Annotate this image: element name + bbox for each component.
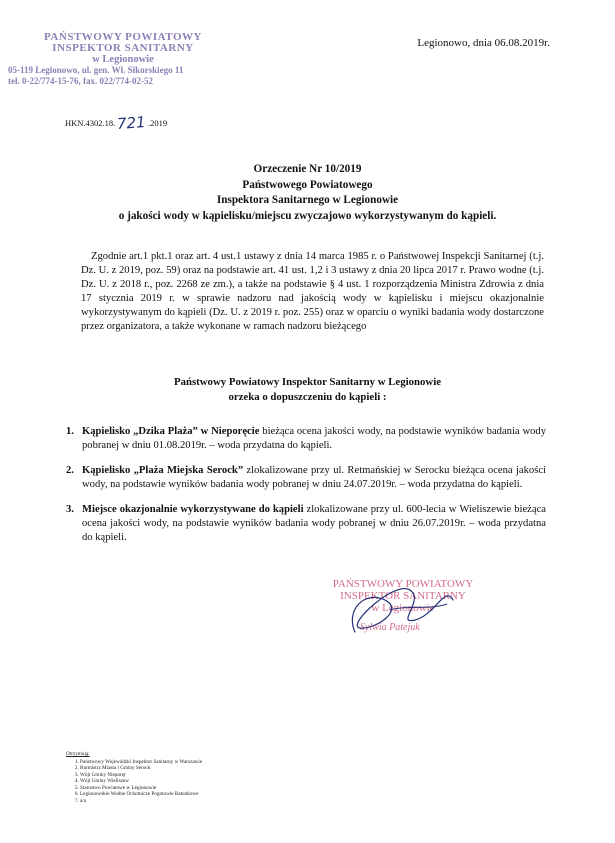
header-stamp bbox=[8, 31, 228, 87]
signatory-name: Sylwia Patejuk bbox=[360, 622, 420, 633]
reference-handwritten: 721 bbox=[116, 113, 147, 133]
item-text: zlokalizowane przy ul. Retmańskiej w Serocku bieżąca ocena jakości wody, na podstawie wyników badania wody pobranej w dniu 24.07.2019r. – woda przydatna do kąpieli. bbox=[82, 464, 546, 491]
signature-stamp-line: INSPEKTOR SANITARNY bbox=[340, 590, 466, 602]
stamp-line: w Legionowie bbox=[92, 54, 154, 65]
handwritten-signature bbox=[335, 570, 465, 650]
title-line: Państwowego Powiatowego bbox=[242, 178, 373, 191]
item-number: 3. bbox=[66, 503, 74, 515]
decision-heading bbox=[0, 375, 615, 405]
reference-suffix: .2019 bbox=[147, 118, 168, 128]
item-text: zlokalizowane przy ul. 600-lecia w Wieliszewie bieżąca ocena jakości wody, na podstawie wyników badania wody pobranej w dniu 26.07.2019r. – woda przydatna do kąpieli. bbox=[82, 503, 546, 544]
stamp-phone: tel. 0-22/774-15-76, fax. 022/774-02-52 bbox=[8, 76, 153, 86]
bathing-site-list bbox=[66, 425, 546, 556]
list-item bbox=[66, 464, 546, 492]
recipient-item: 7. a/a bbox=[80, 798, 202, 805]
list-item bbox=[66, 503, 546, 546]
title-line: o jakości wody w kąpielisku/miejscu zwyczajowo wykorzystywanym do kąpieli. bbox=[118, 209, 497, 222]
item-name: Kąpielisko „Dzika Plaża” w Nieporęcie bbox=[82, 426, 260, 437]
recipient-item: 5. Starostwo Powiatowe w Legionowie bbox=[80, 785, 202, 792]
list-item bbox=[66, 425, 546, 453]
stamp-address: 05-119 Legionowo, ul. gen. Wł. Sikorskiego 11 bbox=[8, 65, 184, 75]
stamp-line: PAŃSTWOWY POWIATOWY bbox=[44, 31, 202, 43]
item-name: Miejsce okazjonalnie wykorzystywane do kąpieli bbox=[82, 503, 304, 515]
title-line: Inspektora Sanitarnego w Legionowie bbox=[216, 194, 399, 207]
place-date: Legionowo, dnia 06.08.2019r. bbox=[417, 37, 550, 49]
signature-stamp-line: w Legionowie bbox=[371, 602, 435, 614]
item-text: bieżąca ocena jakości wody, na podstawie wyników badania wody pobranej w dniu 01.08.2019r. – woda przydatna do kąpieli. bbox=[82, 426, 546, 452]
body-paragraph bbox=[81, 250, 544, 334]
stamp-line: INSPEKTOR SANITARNY bbox=[52, 42, 194, 54]
recipient-item: 1. Państwowy Wojewódzki Inspektor Sanitarny w Warszawie bbox=[80, 759, 202, 766]
body-text: Zgodnie art.1 pkt.1 oraz art. 4 ust.1 ustawy z dnia 14 marca 1985 r. o Państwowej Inspekcji Sanitarnej (t.j. Dz. U. z 2019, poz. 59) oraz na podstawie art. 41 ust. 1,2 i 3 ustawy z dnia 20 lipca 2017 r. Prawo wodne (t.j. Dz. U. z 2018 r., poz. 2268 ze zm.), a także na podstawie § 4 ust. 1 rozporządzenia Ministra Zdrowia z dnia 17 stycznia 2019 r. w sprawie nadzoru nad jakością wody w kąpielisku i miejscu okazjonalnie wykorzystywanym do kąpieli (Dz. U. z 2019 r. poz. 255) oraz w oparciu o wyniki badania wody dostarczone przez organizatora, a także wykonane w ramach nadzoru bieżącego bbox=[81, 251, 544, 332]
recipients-title: Otrzymują: bbox=[66, 751, 90, 757]
recipient-item: 4. Wójt Gminy Wieliszew bbox=[80, 778, 202, 785]
recipient-item: 2. Burmistrz Miasta i Gminy Serock bbox=[80, 765, 202, 772]
item-name: Kąpielisko „Plaża Miejska Serock” bbox=[82, 464, 244, 476]
recipient-item: 3. Wójt Gminy Nieporęt bbox=[80, 772, 202, 779]
recipient-item: 6. Legionowskie Wodne Ochotnicze Pogotowie Ratunkowe bbox=[80, 791, 202, 798]
subhead-line: Państwowy Powiatowy Inspektor Sanitarny w Legionowie bbox=[173, 376, 442, 388]
document-title bbox=[0, 162, 615, 224]
subhead-line: orzeka o dopuszczeniu do kąpieli : bbox=[228, 391, 387, 403]
reference-prefix: HKN.4302.18. bbox=[65, 118, 116, 128]
recipients-list bbox=[66, 751, 202, 804]
item-number: 1. bbox=[66, 426, 74, 437]
signature-stamp-line: PAŃSTWOWY POWIATOWY bbox=[332, 578, 474, 590]
item-number: 2. bbox=[66, 464, 74, 476]
reference-number bbox=[65, 114, 167, 132]
title-line: Orzeczenie Nr 10/2019 bbox=[253, 163, 362, 175]
